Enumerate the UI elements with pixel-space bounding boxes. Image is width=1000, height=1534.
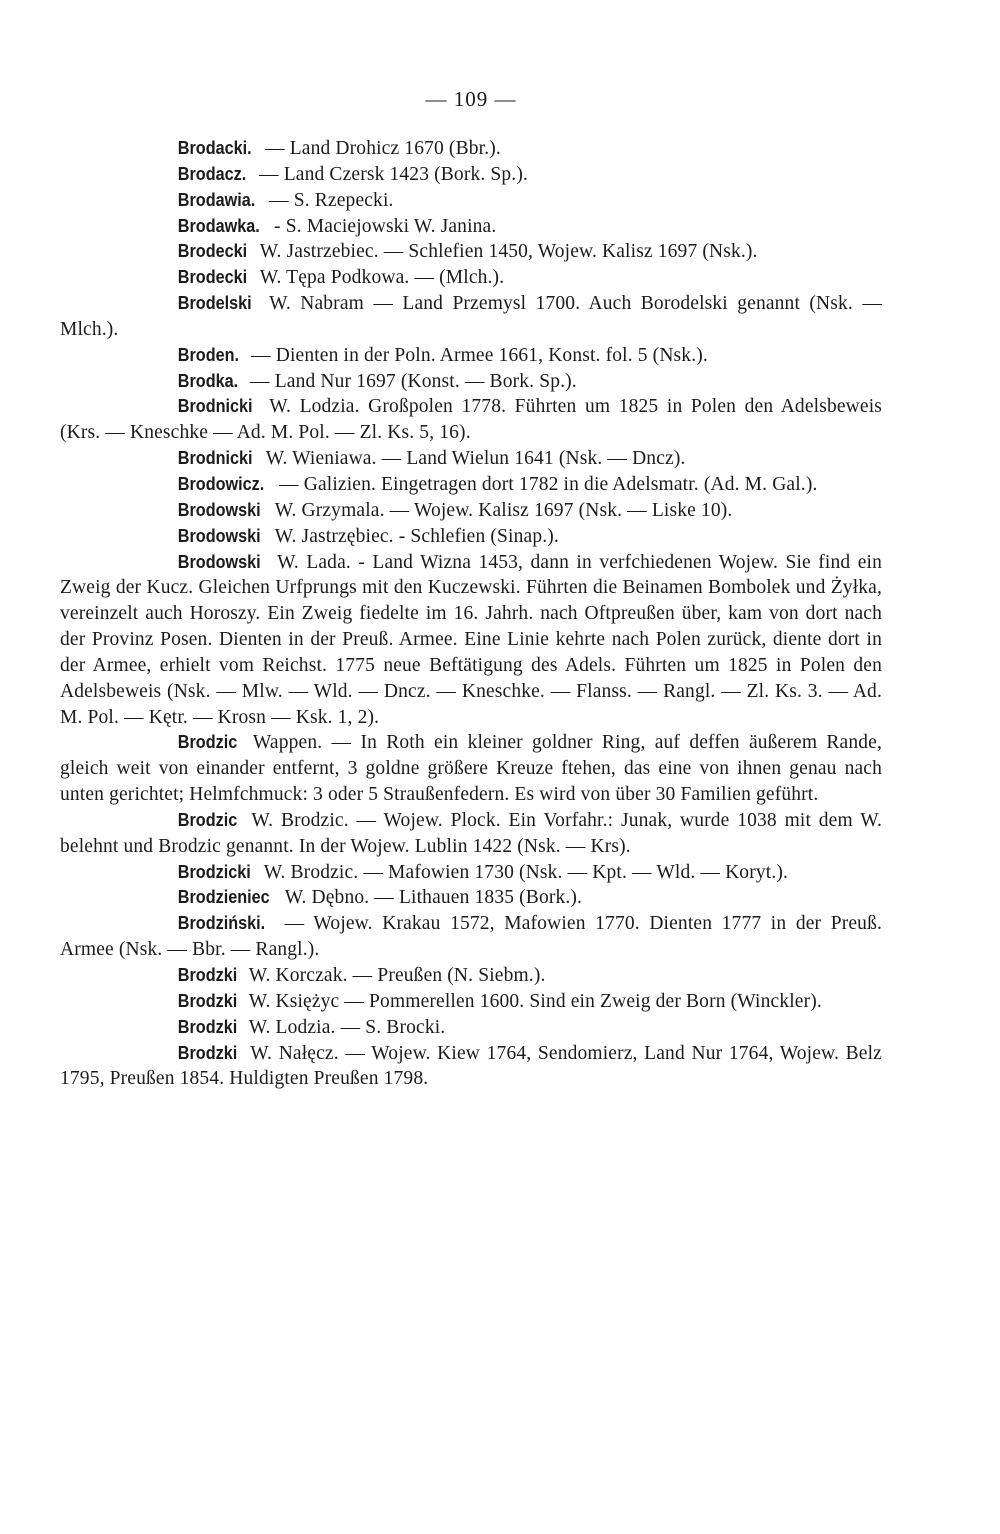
entry: [60, 730, 882, 808]
entry-name: Brodzki: [177, 1042, 238, 1063]
entry-text: W. Wieniawa. — Land Wielun 1641 (Nsk. — Dncz).: [261, 448, 686, 470]
entry: [60, 446, 882, 472]
entry: [60, 524, 882, 550]
entry-name: Brodnicki: [177, 396, 253, 417]
entry-name: Brodzic: [177, 809, 238, 830]
entry: [60, 550, 882, 731]
entry-name: Brodecki: [177, 267, 248, 288]
entry-text: W. Lodzia. — S. Brocki.: [244, 1016, 446, 1038]
entry-name: Brodelski: [177, 293, 252, 314]
entry: [60, 472, 882, 498]
document-page: [60, 86, 882, 1092]
entry-name: Brodacz.: [177, 163, 247, 184]
entry: [60, 136, 882, 162]
entry-text: — Land Nur 1697 (Konst. — Bork. Sp.).: [245, 370, 577, 392]
entry: [60, 369, 882, 395]
entry: [60, 911, 882, 963]
entry-name: Brodowski: [177, 525, 261, 546]
entry: [60, 188, 882, 214]
entry: [60, 265, 882, 291]
entry-text: W. Korczak. — Preußen (N. Siebm.).: [244, 965, 546, 986]
entry-text: W. Brodzic. — Wojew. Plock. Ein Vorfahr.: Junak, wurde 1038 mit dem W. belehnt und Brodzic genannt. In der Wojew. Lublin 1422 (Nsk. — Krs).: [60, 809, 882, 857]
entry: [60, 808, 882, 860]
entry-name: Brodawka.: [177, 215, 260, 236]
entry-name: Brodzki: [177, 965, 238, 985]
entry-name: Brodnicki: [177, 448, 253, 469]
entry: [60, 885, 882, 911]
entry-text: W. Lodzia. Großpolen 1778. Führten um 1825 in Polen den Adelsbeweis (Krs. — Kneschke — Ad. M. Pol. — Zl. Ks. 5, 16).: [60, 396, 882, 444]
entry-name: Brodowicz.: [177, 473, 265, 494]
entry-text: — Land Drohicz 1670 (Bbr.).: [260, 138, 501, 159]
entry-name: Brodowski: [177, 499, 261, 520]
entry: [60, 343, 882, 369]
entry-text: W. Księżyc — Pommerellen 1600. Sind ein Zweig der Born (Winckler).: [244, 990, 822, 1012]
entry-text: W. Jastrzębiec. - Schlefien (Sinap.).: [270, 525, 559, 547]
entry-text: - S. Maciejowski W. Janina.: [269, 215, 497, 237]
entry-name: Brodecki: [177, 241, 248, 262]
entry-name: Broden.: [177, 344, 240, 365]
entry-text: W. Lada. - Land Wizna 1453, dann in verfchiedenen Wojew. Sie find ein Zweig der Kucz. Gleichen Urfprungs mit den Kuczewski. Führten die Beinamen Bombolek und Żyłka, vereinzelt auch Horoszy. Ein Zweig fiedelte im 16. Jahrh. nach Oftpreußen über, kam von dort nach der Provinz Posen. Dienten in der Preuß. Armee. Eine Linie kehrte nach Polen zurück, diente dort in der Armee, erhielt vom Reichst. 1775 neue Beftätigung des Adels. Führten um 1825 in Polen den Adelsbeweis (Nsk. — Mlw. — Wld. — Dncz. — Kneschke. — Flanss. — Rangl. — Zl. Ks. 3. — Ad. M. Pol. — Kętr. — Krosn — Ksk. 1, 2).: [60, 551, 882, 728]
entry-name: Brodowski: [177, 551, 261, 572]
entry-text: — Dienten in der Poln. Armee 1661, Konst. fol. 5 (Nsk.).: [246, 344, 708, 366]
entry-name: Brodawia.: [177, 189, 256, 210]
entry: [60, 394, 882, 446]
entry-text: W. Dębno. — Lithauen 1835 (Bork.).: [280, 887, 583, 909]
entry: [60, 162, 882, 188]
entry-text: — Galizien. Eingetragen dort 1782 in die Adelsmatr. (Ad. M. Gal.).: [274, 473, 818, 495]
entry: [60, 214, 882, 240]
entry-name: Brodzki: [177, 1016, 238, 1037]
entry: [60, 963, 882, 989]
entry-text: W. Nabram — Land Przemysl 1700. Auch Borodelski genannt (Nsk. — Mlch.).: [60, 293, 882, 340]
entry-text: Wappen. — In Roth ein kleiner goldner Ring, auf deffen äußerem Rande, gleich weit von einander entfernt, 3 goldne größere Kreuze ftehen, das eine von ihnen genau nach unten gerichtet; Helmfchmuck: 3 oder 5 Straußenfedern. Es wird von über 30 Familien geführt.: [60, 732, 882, 806]
entry: [60, 291, 882, 343]
entry-text: W. Jastrzebiec. — Schlefien 1450, Wojew. Kalisz 1697 (Nsk.).: [255, 241, 758, 263]
entry-name: Brodziński.: [177, 913, 266, 934]
entry-list: [60, 136, 882, 1092]
entry: [60, 860, 882, 886]
entry-name: Brodzicki: [177, 861, 251, 882]
entry-name: Brodzki: [177, 990, 238, 1011]
entry-text: — Land Czersk 1423 (Bork. Sp.).: [254, 163, 529, 185]
entry: [60, 498, 882, 524]
entry-text: — S. Rzepecki.: [264, 189, 394, 211]
page-number: — 109 —: [425, 87, 517, 111]
entry: [60, 1041, 882, 1093]
entry-text: W. Tępa Podkowa. — (Mlch.).: [255, 267, 505, 289]
entry-name: Brodka.: [177, 370, 239, 391]
entry-text: W. Brodzic. — Mafowien 1730 (Nsk. — Kpt. — Wld. — Koryt.).: [259, 861, 789, 883]
entry-name: Brodzieniec: [177, 887, 270, 908]
entry: [60, 239, 882, 265]
entry-text: W. Grzymala. — Wojew. Kalisz 1697 (Nsk. — Liske 10).: [270, 499, 733, 521]
entry-name: Brodacki.: [177, 138, 252, 158]
entry-text: — Wojew. Krakau 1572, Mafowien 1770. Dienten 1777 in der Preuß. Armee (Nsk. — Bbr. — Rangl.).: [60, 913, 882, 961]
entry-name: Brodzic: [177, 732, 238, 753]
entry-text: W. Nałęcz. — Wojew. Kiew 1764, Sendomierz, Land Nur 1764, Wojew. Belz 1795, Preußen 1854. Huldigten Preußen 1798.: [60, 1042, 882, 1090]
entry: [60, 1015, 882, 1041]
entry: [60, 989, 882, 1015]
